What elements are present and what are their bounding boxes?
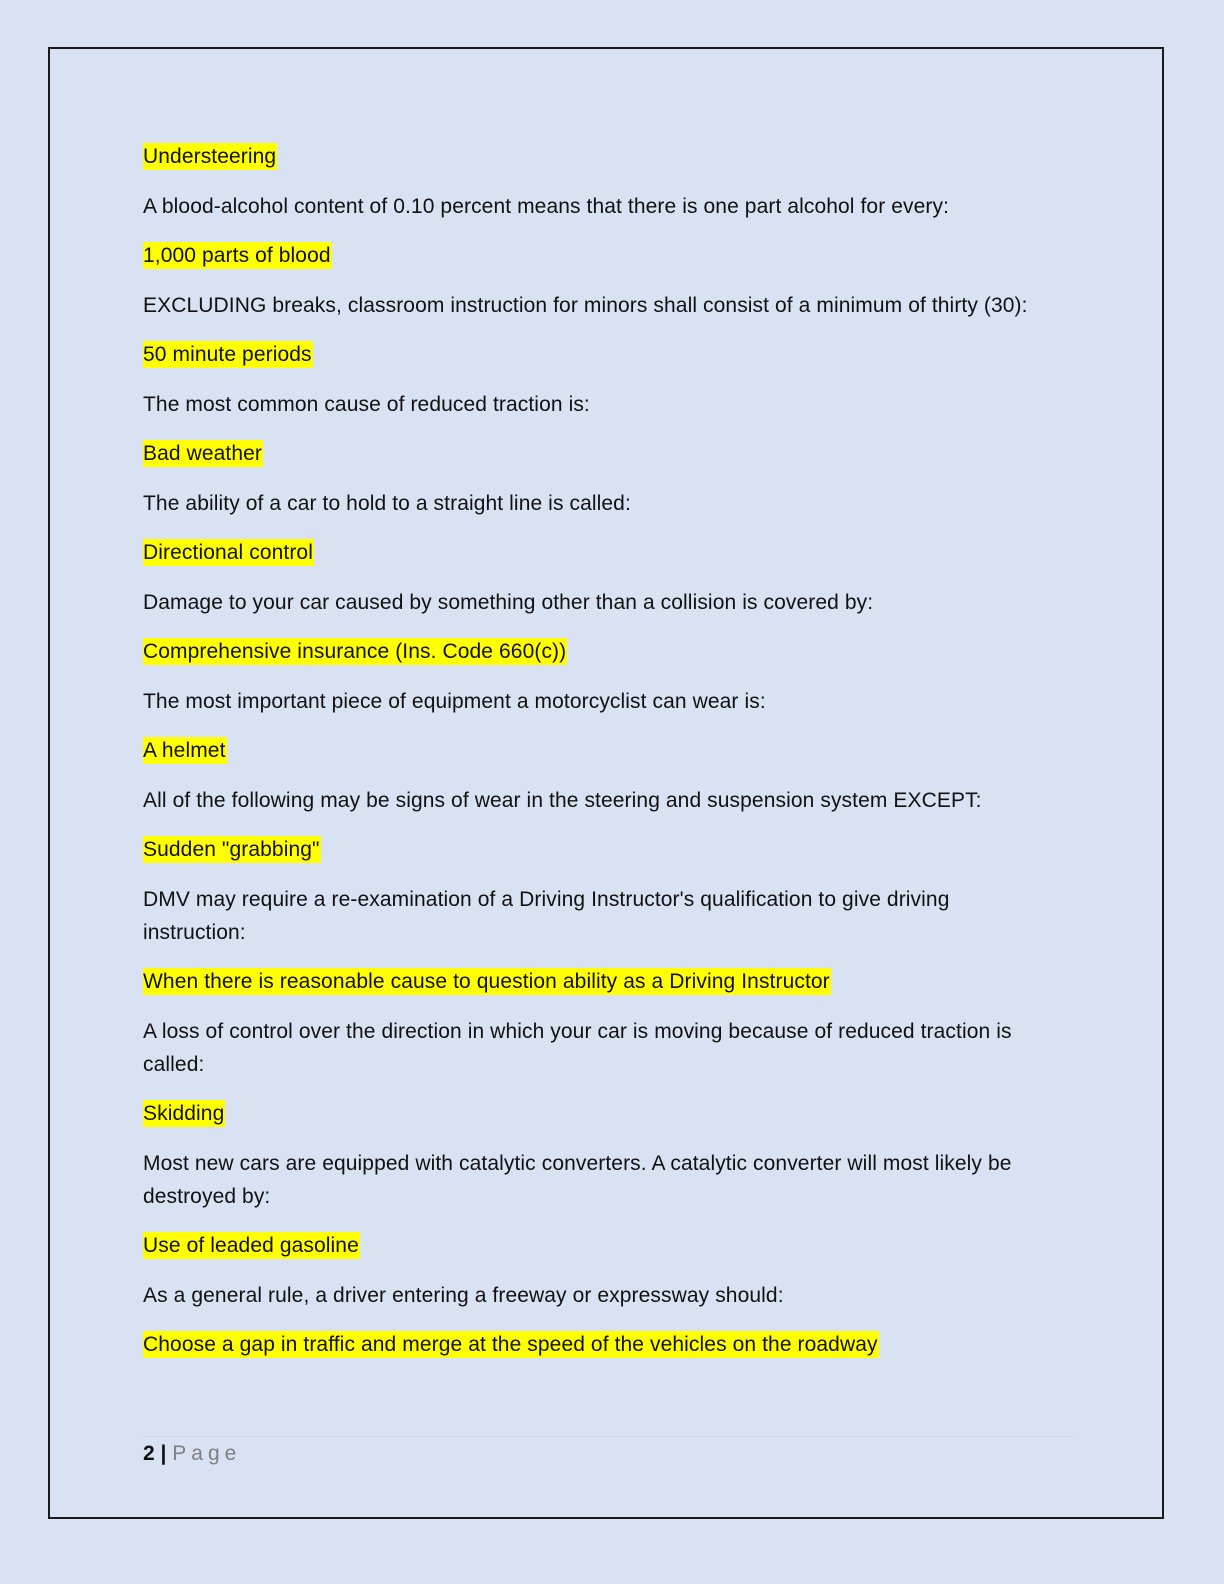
answer-highlight: Bad weather	[143, 442, 263, 465]
question-line: The most important piece of equipment a motorcyclist can wear is:	[143, 689, 766, 713]
question-line: As a general rule, a driver entering a freeway or expressway should:	[143, 1283, 784, 1307]
page-number: 2	[143, 1442, 155, 1465]
question-line: The ability of a car to hold to a straight line is called:	[143, 491, 631, 515]
answer-highlight: Directional control	[143, 541, 313, 564]
answer-line	[143, 833, 1053, 866]
question-line: The most common cause of reduced traction is:	[143, 392, 590, 416]
answer-line	[143, 734, 1053, 767]
question-line: DMV may require a re-examination of a Driving Instructor's qualification to give driving instruction:	[143, 887, 950, 944]
question-line: A blood-alcohol content of 0.10 percent means that there is one part alcohol for every:	[143, 194, 950, 218]
answer-highlight: 1,000 parts of blood	[143, 244, 331, 267]
answer-line	[143, 437, 1053, 470]
question-line: Most new cars are equipped with catalytic converters. A catalytic converter will most likely be destroyed by:	[143, 1151, 1012, 1208]
answer-highlight: Sudden "grabbing"	[143, 838, 320, 861]
answer-highlight: Skidding	[143, 1102, 225, 1125]
answer-line	[143, 1328, 1053, 1361]
question-line: EXCLUDING breaks, classroom instruction for minors shall consist of a minimum of thirty (30):	[143, 293, 1028, 317]
answer-line	[143, 965, 1053, 998]
answer-line	[143, 338, 1053, 371]
answer-line	[143, 536, 1053, 569]
answer-highlight: When there is reasonable cause to question ability as a Driving Instructor	[143, 970, 830, 993]
answer-highlight: Comprehensive insurance (Ins. Code 660(c))	[143, 640, 567, 663]
answer-highlight: Use of leaded gasoline	[143, 1234, 359, 1257]
document-body	[143, 140, 1053, 1378]
answer-line	[143, 140, 1053, 173]
page-separator: |	[160, 1442, 167, 1465]
question-line: Damage to your car caused by something other than a collision is covered by:	[143, 590, 874, 614]
page-footer	[143, 1440, 241, 1468]
answer-line	[143, 1097, 1053, 1130]
answer-line	[143, 1229, 1053, 1262]
answer-highlight: A helmet	[143, 739, 226, 762]
question-line: All of the following may be signs of wear in the steering and suspension system EXCEPT:	[143, 788, 982, 812]
answer-highlight: Choose a gap in traffic and merge at the speed of the vehicles on the roadway	[143, 1333, 878, 1356]
footer-divider	[143, 1436, 1073, 1437]
page-label: Page	[172, 1442, 242, 1465]
answer-line	[143, 635, 1053, 668]
answer-highlight: Understeering	[143, 145, 277, 168]
answer-line	[143, 239, 1053, 272]
answer-highlight: 50 minute periods	[143, 343, 312, 366]
question-line: A loss of control over the direction in which your car is moving because of reduced traction is called:	[143, 1019, 1012, 1076]
